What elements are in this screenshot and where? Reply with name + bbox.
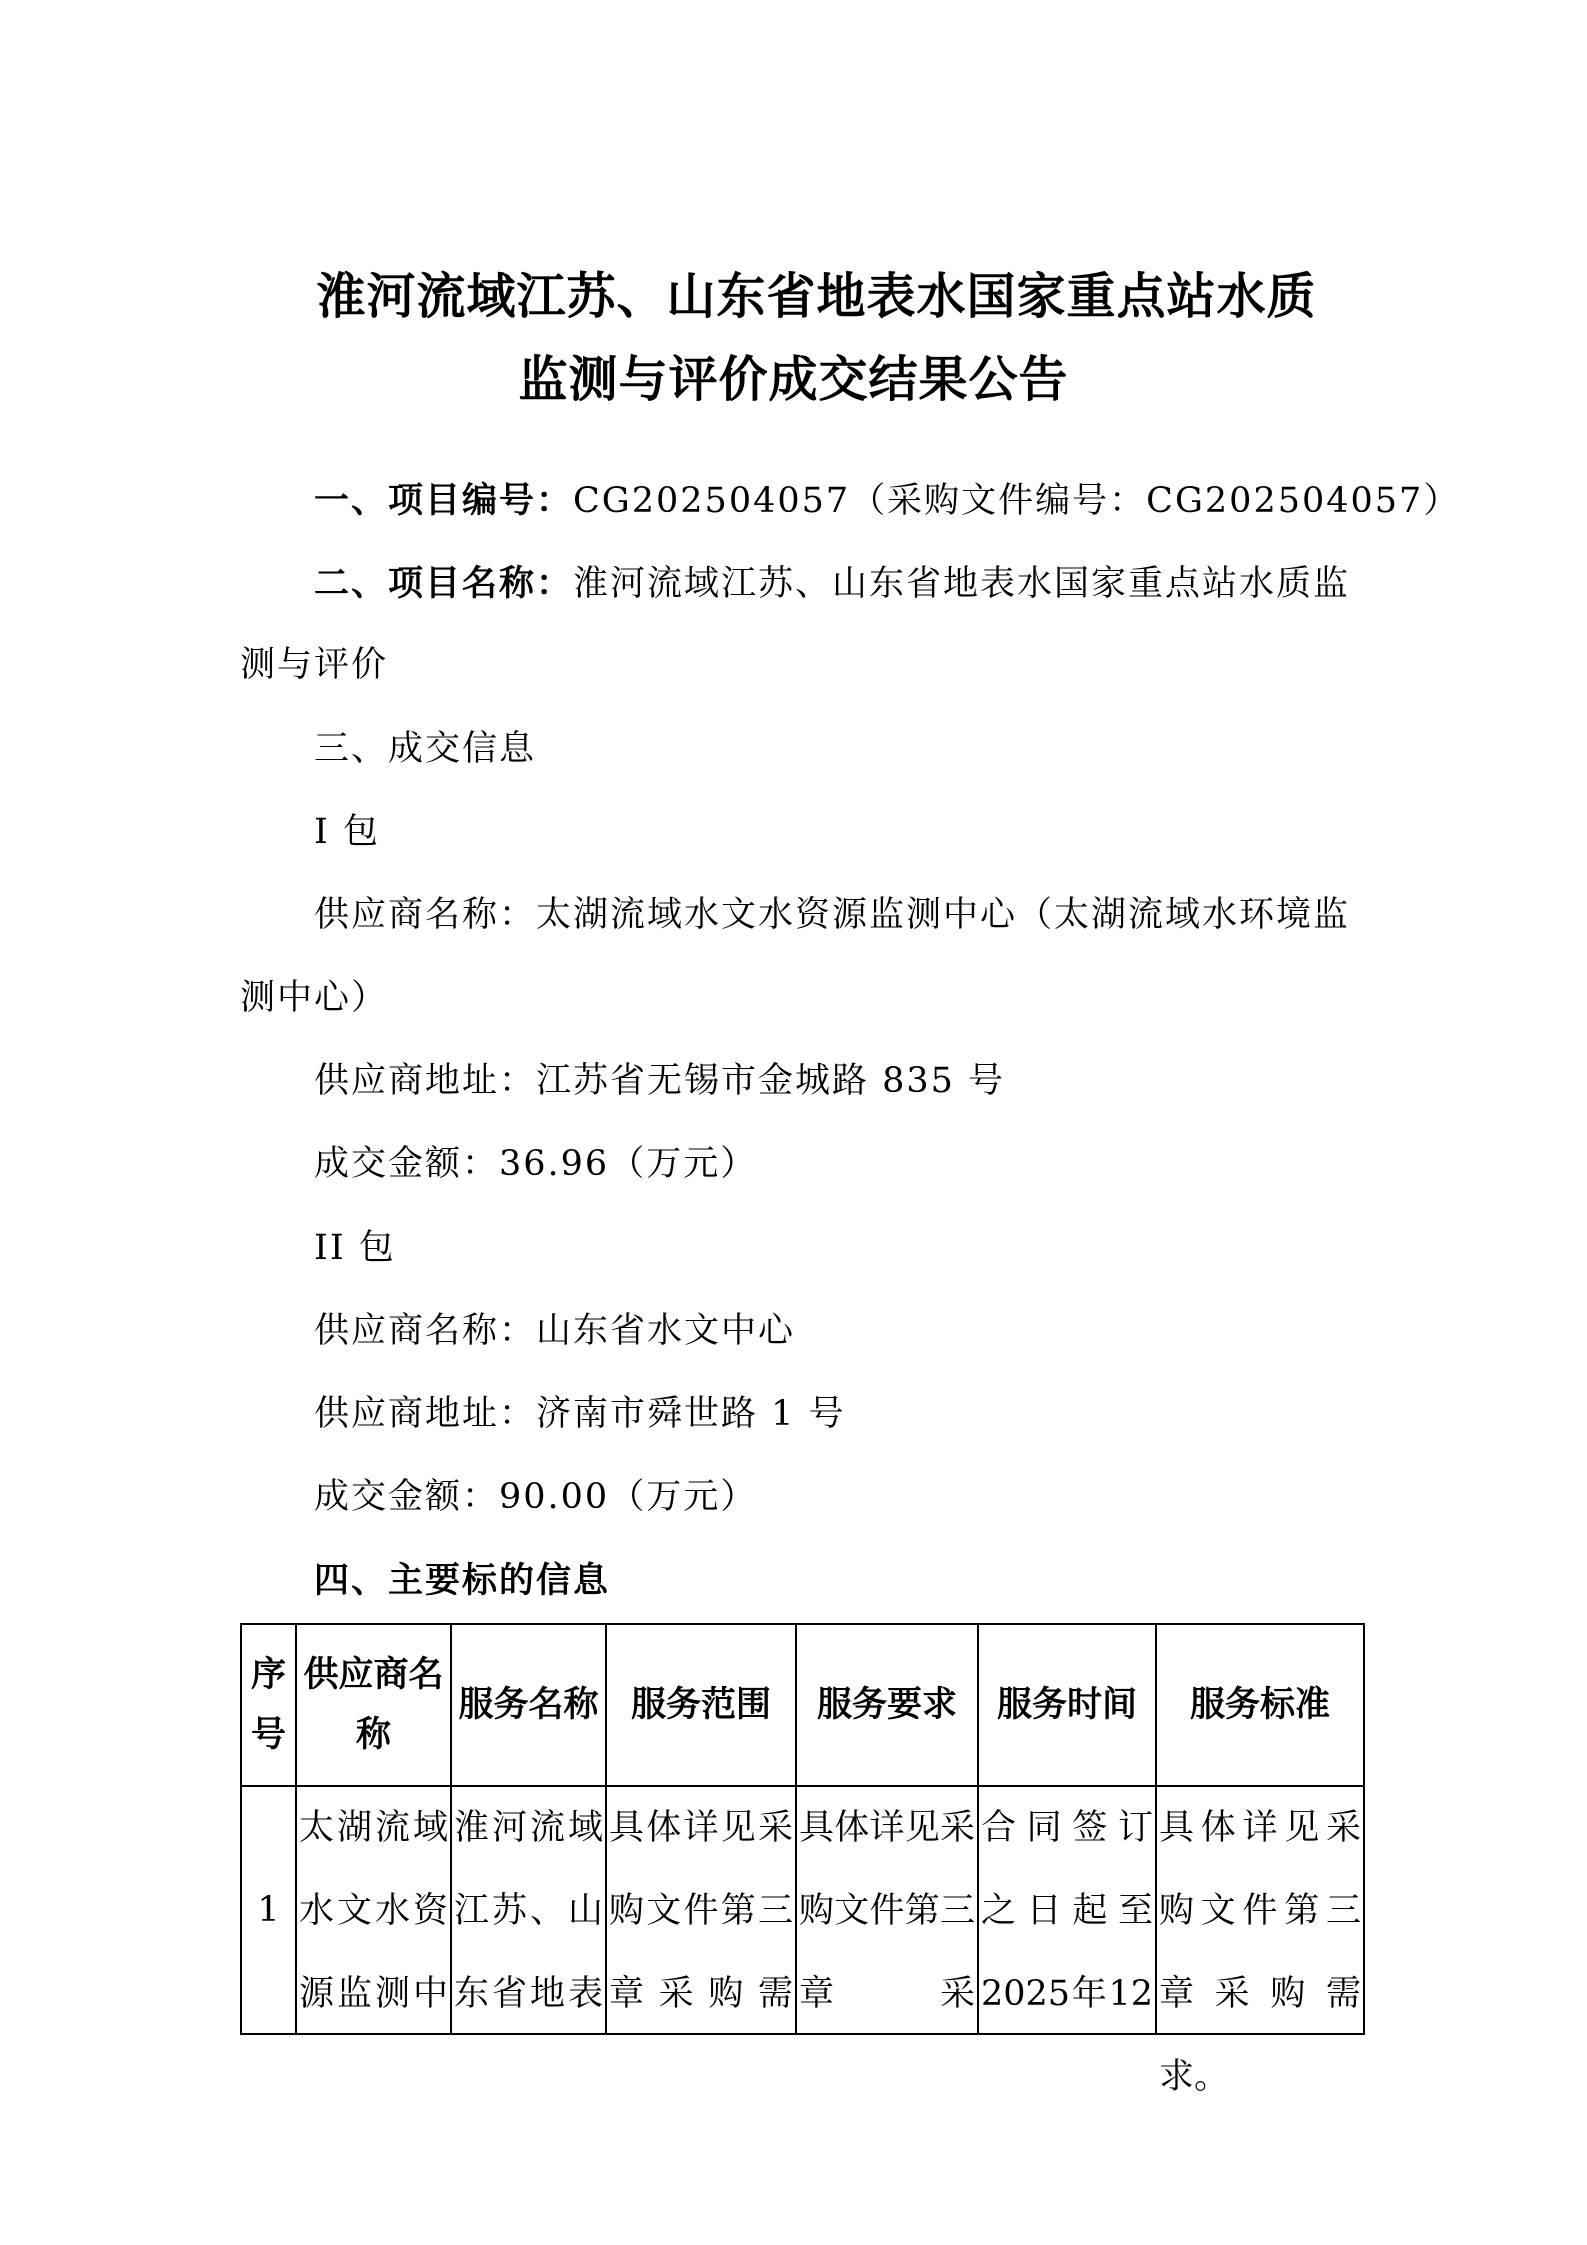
- project-name-value-line2: 测与评价: [240, 645, 389, 685]
- package1-supplier-name-line2: 测中心）: [240, 978, 389, 1018]
- header-service-name: 服务名称: [451, 1624, 606, 1786]
- cell-service-requirement: 具体详见采购文件第三章采: [796, 1786, 978, 2034]
- package2-label: II 包: [314, 1228, 396, 1268]
- project-name-label: 二、项目名称：: [314, 563, 574, 604]
- document-title-line2: 监测与评价成交结果公告: [518, 350, 1069, 408]
- cell-service-time: 合同签订之日起至2025年12: [978, 1786, 1156, 2034]
- project-number: [314, 480, 1461, 521]
- project-name-value-line1: 淮河流域江苏、山东省地表水国家重点站水质监: [573, 564, 1351, 604]
- header-service-scope: 服务范围: [606, 1624, 796, 1786]
- header-supplier: 供应商名称: [296, 1624, 451, 1786]
- package1-supplier-name-line1: 供应商名称：太湖流域水文水资源监测中心（太湖流域水环境监: [314, 895, 1351, 935]
- package1-label: I 包: [314, 812, 380, 852]
- table-header-row: [241, 1624, 1364, 1786]
- header-seq: 序号: [241, 1624, 296, 1786]
- header-service-standard: 服务标准: [1156, 1624, 1364, 1786]
- header-service-requirement: 服务要求: [796, 1624, 978, 1786]
- package2-amount: 成交金额：90.00（万元）: [314, 1477, 758, 1517]
- cell-service-name: 淮河流域江苏、山东省地表: [451, 1786, 606, 2034]
- subject-info-table: [240, 1623, 1365, 2097]
- package1-amount: 成交金额：36.96（万元）: [314, 1144, 758, 1184]
- cell-supplier: 太湖流域水文水资源监测中: [296, 1786, 451, 2034]
- package2-supplier-address: 供应商地址：济南市舜世路 1 号: [314, 1394, 846, 1434]
- cell-service-standard: 具体详见采购文件第三章采购需求。: [1156, 1786, 1364, 2034]
- project-name: [314, 563, 1351, 604]
- project-number-label: 一、项目编号：: [314, 480, 574, 521]
- document-title-line1: 淮河流域江苏、山东省地表水国家重点站水质: [316, 267, 1317, 325]
- table-row: [241, 1786, 1364, 2034]
- project-number-value: CG202504057（采购文件编号：CG202504057）: [573, 481, 1461, 521]
- package2-supplier-name: 供应商名称：山东省水文中心: [314, 1311, 796, 1351]
- header-service-time: 服务时间: [978, 1624, 1156, 1786]
- subject-info-heading: 四、主要标的信息: [314, 1560, 611, 1601]
- cell-seq: 1: [241, 1786, 296, 2034]
- cell-service-scope: 具体详见采购文件第三章采购需: [606, 1786, 796, 2034]
- package1-supplier-address: 供应商地址：江苏省无锡市金城路 835 号: [314, 1061, 1006, 1101]
- deal-info-heading: 三、成交信息: [314, 729, 537, 769]
